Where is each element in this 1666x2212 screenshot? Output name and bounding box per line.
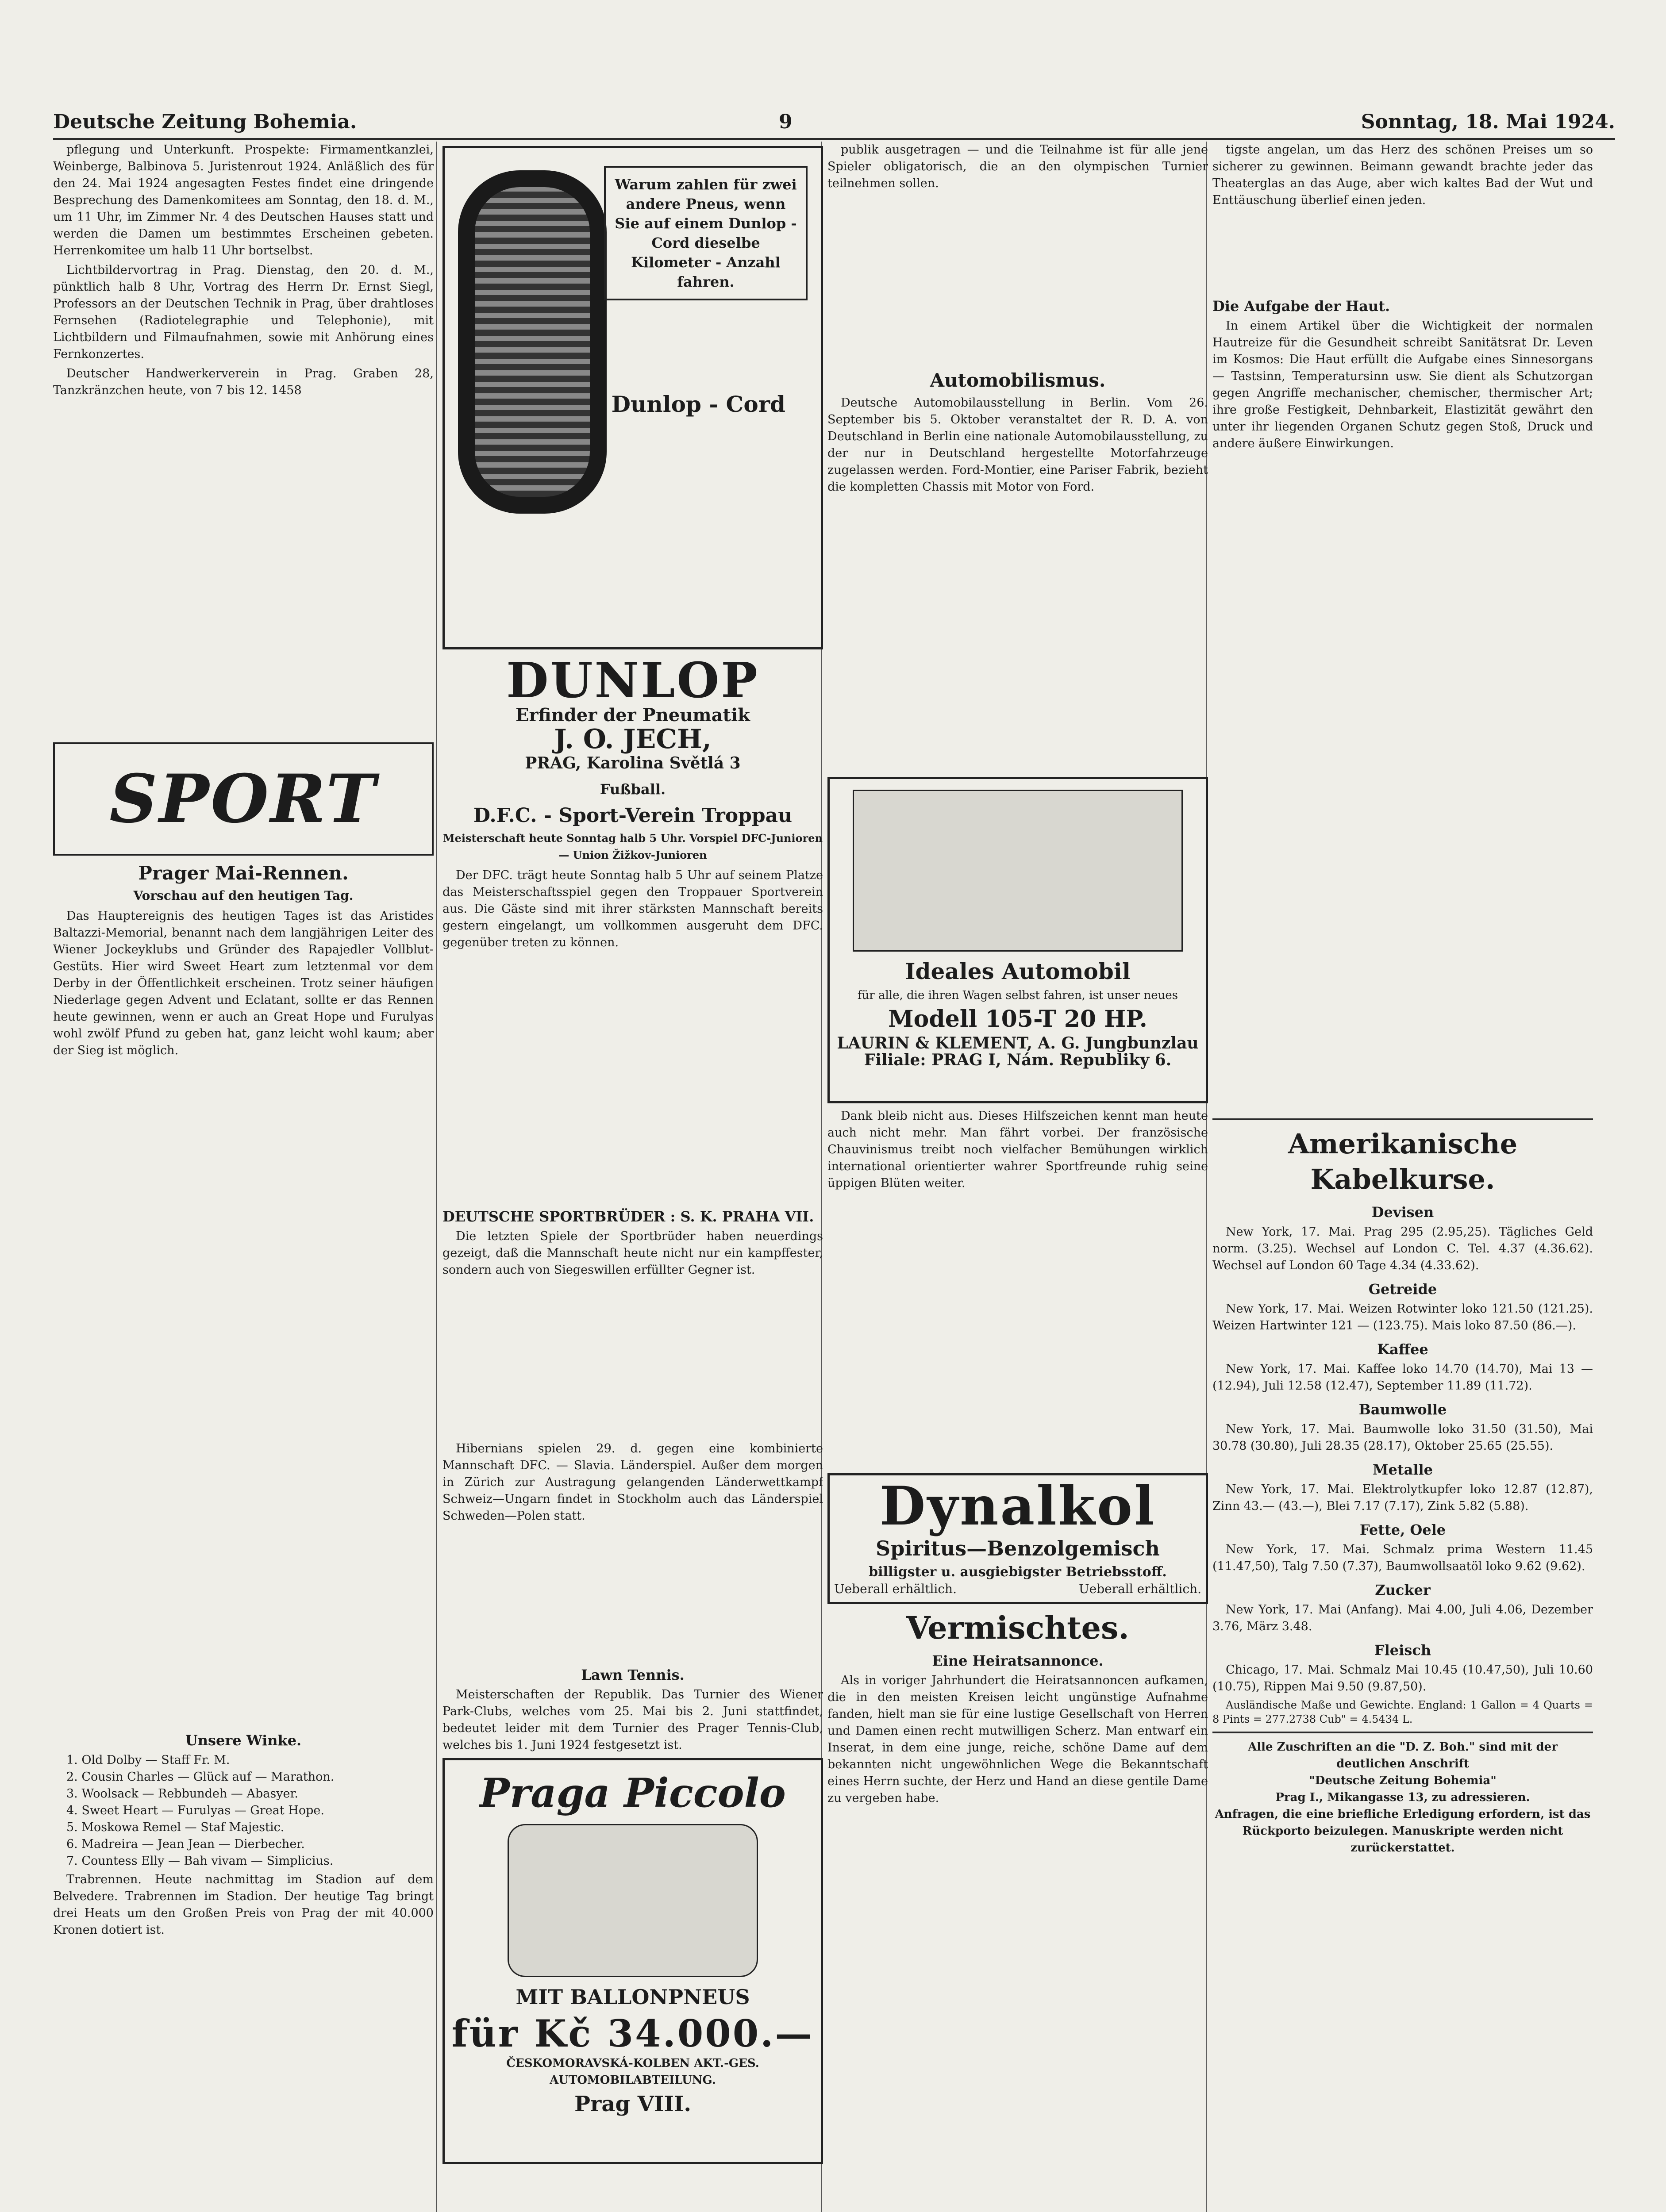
footer-rule bbox=[1212, 1732, 1593, 1733]
rates-section-title: Devisen bbox=[1371, 1204, 1434, 1221]
hibernians-article: Hibernians spielen 29. d. gegen eine kombinierte Mannschaft DFC. — Slavia. Länderspiel. Außer dem morgen in Zürich zur Austragung gelangenden Länderwettkampf Schweiz—Ungarn findet in Stockholm auch das Länderspiel Schweden—Polen statt. bbox=[442, 1442, 823, 1523]
piccolo-city: Prag VIII. bbox=[574, 2092, 692, 2116]
rates-section-title: Getreide bbox=[1368, 1281, 1437, 1298]
dunlop-ad-text: Warum zahlen für zwei andere Pneus, wenn Sie auf einem Dunlop - Cord dieselbe Kilometer - Anzahl fahren. bbox=[604, 166, 808, 300]
dunlop-wordmark: DUNLOP bbox=[506, 652, 759, 709]
dfc-article: Der DFC. trägt heute Sonntag halb 5 Uhr auf seinem Platze das Meisterschaftsspiel gegen den Troppauer Sportverein aus. Die Gäste sind mit ihrer stärksten Mannschaft bereits gestern eingelangt, um vollkommen ausgeruht dem DFC. gegenüber treten zu können. bbox=[442, 868, 823, 949]
dynalkol-line: billigster u. ausgiebigster Betriebsstoff. bbox=[869, 1564, 1167, 1580]
editorial-note-text: Alle Zuschriften an die "D. Z. Boh." sind mit der deutlichen Anschrift bbox=[1248, 1740, 1558, 1770]
list-item: 6. Madreira — Jean Jean — Dierbecher. bbox=[66, 1837, 305, 1851]
ideal-car-title: Ideales Automobil bbox=[905, 958, 1131, 984]
issue-date: Sonntag, 18. Mai 1924. bbox=[1361, 111, 1615, 133]
dfc-subheadline: Meisterschaft heute Sonntag halb 5 Uhr. Vorspiel DFC-Junioren — Union Žižkov-Junioren bbox=[443, 832, 823, 861]
dealer-name: J. O. JECH, bbox=[554, 724, 712, 755]
rates-section-text: New York, 17. Mai. Schmalz prima Western 11.45 (11.47,50), Talg 7.50 (7.37), Baumwollsaatöl loko 9.62 (9.62). bbox=[1212, 1543, 1593, 1573]
list-item: 1. Old Dolby — Staff Fr. M. bbox=[66, 1753, 230, 1767]
list-item: 7. Countess Elly — Bah vivam — Simplicius. bbox=[66, 1854, 334, 1868]
skin-article: In einem Artikel über die Wichtigkeit der normalen Hautreize für die Gesundheit schreibt Sanitätsrat Dr. Leven im Kosmos: Die Haut erfüllt die Aufgabe eines Sinnesorgans — Tastsinn, Temperatursinn usw. Sie dient als Schutzorgan gegen Angriffe mechanischer, chemischer, thermischer Art; ihre große Festigkeit, Dehnbarkeit, Elastizität gewährt den unter ihr liegenden Organen Schutz gegen Stoß, Druck und andere äußere Einwirkungen. bbox=[1212, 319, 1593, 450]
lecture-notice: Lichtbildervortrag in Prag. Dienstag, den 20. d. M., pünktlich halb 8 Uhr, Vortrag des Herrn Dr. Ernst Siegl, Professors an der Deutschen Technik in Prag, über drahtloses Fernsehen (Radiotelegraphie und Telephonie), mit Lichtbildern und Filmaufnahmen, sowie mit Anhörung eines Fernkonzertes. bbox=[53, 263, 434, 361]
sportbrueder-continued bbox=[442, 1281, 823, 1440]
skin-article-continued bbox=[1212, 455, 1593, 1118]
piccolo-price: für Kč 34.000.— bbox=[451, 2012, 814, 2055]
filler-notices bbox=[53, 402, 434, 738]
sportbrueder-article: Die letzten Spiele der Sportbrüder haben neuerdings gezeigt, daß die Mannschaft heute nicht nur ein kampffester, sondern auch von Siegeswillen erfüllter Gegner ist. bbox=[442, 1229, 823, 1277]
dynalkol-brand: Dynalkol bbox=[879, 1475, 1156, 1537]
column-3 bbox=[827, 142, 1208, 2212]
sportbrueder-headline: DEUTSCHE SPORTBRÜDER : S. K. PRAHA VII. bbox=[442, 1208, 814, 1225]
rates-section-title: Fette, Oele bbox=[1359, 1521, 1446, 1538]
theater-anecdote: tigste angelan, um das Herz des schönen Preises um so sicherer zu gewinnen. Beimann gewandt brachte jeder das Theaterglas an das Auge, aber wich kaltes Bad der Wut und Enttäuschung überlief einen jeden. bbox=[1212, 143, 1593, 207]
sport-notes bbox=[827, 195, 1208, 363]
model-name: Modell 105-T 20 HP. bbox=[888, 1006, 1147, 1033]
notices-text: pflegung und Unterkunft. Prospekte: Firmamentkanzlei, Weinberge, Balbinova 5. Juristenrout 1924. Anläßlich des für den 24. Mai 1924 angesagten Festes findet eine dringende Besprechung des Damenkomitees am Sonntag, den 18. d. M., um 11 Uhr, im Zimmer Nr. 4 des Deutschen Hauses statt und werden die Damen um bestimmtes Erscheinen gebeten. Herrenkomitee um halb 11 Uhr bortselbst. bbox=[53, 143, 434, 257]
tips-list bbox=[53, 1752, 434, 1870]
piccolo-line: MIT BALLONPNEUS bbox=[516, 1985, 750, 2009]
rates-title: Amerikanische Kabelkurse. bbox=[1288, 1128, 1518, 1195]
dynalkol-right: Ueberall erhältlich. bbox=[1079, 1582, 1201, 1596]
rates-section-text: New York, 17. Mai. Prag 295 (2.95,25). Tägliches Geld norm. (3.25). Wechsel auf London C. Tel. 4.37 (4.36.62). Wechsel auf London 60 Tage 4.34 (4.33.62). bbox=[1212, 1225, 1593, 1272]
section-rule bbox=[1212, 1118, 1593, 1120]
column-4 bbox=[1212, 142, 1593, 2212]
header-rule bbox=[53, 138, 1615, 140]
laurin-klement-ad bbox=[827, 777, 1208, 1103]
dealer-address: PRAG, Karolina Světlá 3 bbox=[525, 754, 741, 772]
rates-section-text: New York, 17. Mai. Elektrolytkupfer loko 12.87 (12.87), Zinn 43.— (43.—), Blei 7.17 (7.17), Zink 5.82 (5.88). bbox=[1212, 1482, 1593, 1513]
list-item: 4. Sweet Heart — Furulyas — Great Hope. bbox=[66, 1804, 324, 1817]
rates-section-text: New York, 17. Mai (Anfang). Mai 4.00, Juli 4.06, Dezember 3.76, März 3.48. bbox=[1212, 1603, 1593, 1633]
column-2 bbox=[442, 142, 823, 2212]
marriage-ad-article: Als in voriger Jahrhundert die Heiratsannoncen aufkamen, die in den meisten Kreisen leicht ungünstige Aufnahme fanden, hielt man sie für eine lustige Gesellschaft von Herren und Damen einen recht mutwilligen Scherz. Man entwarf ein Inserat, in dem eine junge, reiche, schöne Dame auf dem bekannten nicht ungewöhnlichen Wege die Bekanntschaft eines Herrn suchte, der Herz und Hand an diese gentile Dame zu vergeben habe. bbox=[827, 1674, 1208, 1805]
piccolo-maker: ČESKOMORAVSKÁ-KOLBEN AKT.-GES. AUTOMOBILABTEILUNG. bbox=[506, 2057, 759, 2087]
chauvinism-article: Dank bleib nicht aus. Dieses Hilfszeichen kennt man heute auch nicht mehr. Man fährt vorbei. Der französische Chauvinismus treibt noch vielfacher Bemühungen wirklich international orientierter wahrer Sportfreunde ruhig seine üppigen Blüten weiter. bbox=[827, 1109, 1208, 1190]
dfc-headline: D.F.C. - Sport-Verein Troppau bbox=[473, 804, 793, 827]
races-title: Prager Mai-Rennen. bbox=[138, 862, 349, 884]
races-article: Das Hauptereignis des heutigen Tages ist das Aristides Baltazzi-Memorial, benannt nach dem langjährigen Leiter des Wiener Jockeyklubs und Gründer des Rapajedler Vollblut-Gestüts. Hier wird Sweet Heart zum letztenmal vor dem Derby in der Öffentlichkeit erscheinen. Trotz seiner häufigen Niederlage gegen Advent und Eclatant, sollte er das Rennen heute gewinnen, wenn er auch an Great Hope und Furulyas wohl zwölf Pfund zu geben hat, ganz leicht wohl kaum; aber der Sieg ist möglich. bbox=[53, 909, 434, 1057]
page-number: 9 bbox=[779, 111, 793, 133]
tennis-article: Meisterschaften der Republik. Das Turnier des Wiener Park-Clubs, welches vom 25. Mai bis 2. Juni stattfindet, bedeutet leider mit dem Turnier des Prager Tennis-Club, welches bis 1. Juni 1924 festgesetzt ist. bbox=[442, 1688, 823, 1752]
misc-sport-notes bbox=[442, 1527, 823, 1660]
editorial-warning: Anfragen, die eine briefliche Erledigung erfordern, ist das Rückporto beizulegen. Manuskripte werden nicht zurückerstattet. bbox=[1215, 1808, 1591, 1855]
rates-section-text: New York, 17. Mai. Weizen Rotwinter loko 121.50 (121.25). Weizen Hartwinter 121 — (123.75). Mais loko 87.50 (86.—). bbox=[1212, 1302, 1593, 1333]
misc-subtitle: Eine Heiratsannonce. bbox=[932, 1652, 1104, 1669]
car-branch: Filiale: PRAG I, Nám. Republiky 6. bbox=[864, 1051, 1172, 1069]
tire-illustration bbox=[458, 166, 607, 518]
rates-section-title: Metalle bbox=[1373, 1461, 1433, 1478]
races-subtitle: Vorschau auf den heutigen Tag. bbox=[133, 888, 354, 903]
newspaper-name: Deutsche Zeitung Bohemia. bbox=[53, 111, 357, 133]
dynalkol-footer bbox=[834, 1581, 1201, 1598]
list-item: 5. Moskowa Remel — Staf Majestic. bbox=[66, 1820, 285, 1834]
automobile-article: Deutsche Automobilausstellung in Berlin. Vom 26. September bis 5. Oktober veranstaltet der R. D. A. von Deutschland in Berlin eine nationale Automobilausstellung, zu der nur in Deutschland hergestellte Motorfahrzeuge zugelassen werden. Ford-Montier, eine Pariser Fabrik, bezieht die kompletten Chassis mit Motor von Ford. bbox=[827, 396, 1208, 494]
skin-title: Die Aufgabe der Haut. bbox=[1212, 298, 1390, 315]
dunlop-tagline: Erfinder der Pneumatik bbox=[516, 705, 750, 726]
rates-section-text: New York, 17. Mai. Kaffee loko 14.70 (14.70), Mai 13 — (12.94), Juli 12.58 (12.47), September 11.89 (11.72). bbox=[1212, 1362, 1593, 1393]
rates-section-title: Baumwolle bbox=[1358, 1401, 1447, 1418]
misc-title: Vermischtes. bbox=[906, 1609, 1129, 1646]
rates-sections bbox=[1212, 1203, 1593, 1695]
anecdote-continued bbox=[1212, 211, 1593, 291]
dynalkol-left: Ueberall erhältlich. bbox=[834, 1582, 957, 1596]
sport-ad-word: SPORT bbox=[109, 760, 377, 838]
chauvinism-continued bbox=[827, 1194, 1208, 1469]
rates-section-title: Zucker bbox=[1375, 1582, 1431, 1598]
automobile-title: Automobilismus. bbox=[930, 369, 1106, 391]
tips-title: Unsere Winke. bbox=[185, 1732, 302, 1749]
rates-section-title: Fleisch bbox=[1374, 1642, 1431, 1659]
car-maker: LAURIN & KLEMENT, A. G. Jungbunzlau bbox=[837, 1034, 1199, 1052]
column-divider bbox=[436, 142, 437, 2212]
praga-piccolo-ad bbox=[442, 1758, 823, 2164]
page-header bbox=[53, 111, 1615, 137]
rates-section-text: Chicago, 17. Mai. Schmalz Mai 10.45 (10.47,50), Juli 10.60 (10.75), Rippen Mai 9.50 (9.87,50). bbox=[1212, 1663, 1593, 1694]
sport-illustration bbox=[53, 742, 434, 856]
olympic-note: publik ausgetragen — und die Teilnahme ist für alle jene Spieler obligatorisch, die an den olympischen Turnier teilnehmen sollen. bbox=[827, 143, 1208, 190]
football-title: Fußball. bbox=[600, 781, 666, 798]
dynalkol-ad bbox=[827, 1473, 1208, 1604]
dfc-article-continued bbox=[442, 954, 823, 1202]
ideal-car-line: für alle, die ihren Wagen selbst fahren, ist unser neues bbox=[857, 989, 1178, 1002]
editorial-address: Prag I., Mikangasse 13, zu adressieren. bbox=[1275, 1791, 1530, 1804]
measures-note: Ausländische Maße und Gewichte. England: 1 Gallon = 4 Quarts = 8 Pints = 277.2738 Cub" = 4.5434 L. bbox=[1212, 1699, 1593, 1725]
editorial-note bbox=[1212, 1739, 1593, 1856]
car-illustration bbox=[508, 1824, 758, 1977]
rates-section-title: Kaffee bbox=[1377, 1341, 1428, 1358]
dunlop-cord-brand: Dunlop - Cord bbox=[611, 391, 785, 417]
rates-section-text: New York, 17. Mai. Baumwolle loko 31.50 (31.50), Mai 30.78 (30.80), Juli 28.35 (28.17), Oktober 25.65 (25.55). bbox=[1212, 1422, 1593, 1453]
editorial-paper: "Deutsche Zeitung Bohemia" bbox=[1309, 1774, 1497, 1787]
list-item: 2. Cousin Charles — Glück auf — Marathon. bbox=[66, 1770, 335, 1784]
automobile-continued bbox=[827, 498, 1208, 772]
trotting-article: Trabrennen. Heute nachmittag im Stadion auf dem Belvedere. Trabrennen im Stadion. Der heutige Tag bringt drei Heats um den Großen Preis von Prag der mit 40.000 Kronen dotiert ist. bbox=[53, 1873, 434, 1937]
automobile-illustration bbox=[853, 790, 1183, 952]
club-notice: Deutscher Handwerkerverein in Prag. Graben 28, Tanzkränzchen heute, von 7 bis 12. 1458 bbox=[53, 367, 434, 397]
dynalkol-subtitle: Spiritus—Benzolgemisch bbox=[876, 1536, 1160, 1560]
tennis-title: Lawn Tennis. bbox=[581, 1667, 685, 1683]
piccolo-brand: Praga Piccolo bbox=[480, 1770, 786, 1816]
column-1 bbox=[53, 142, 434, 2212]
list-item: 3. Woolsack — Rebbundeh — Abasyer. bbox=[66, 1787, 298, 1801]
dunlop-ad bbox=[442, 146, 823, 649]
races-article-continued bbox=[53, 1062, 434, 1725]
